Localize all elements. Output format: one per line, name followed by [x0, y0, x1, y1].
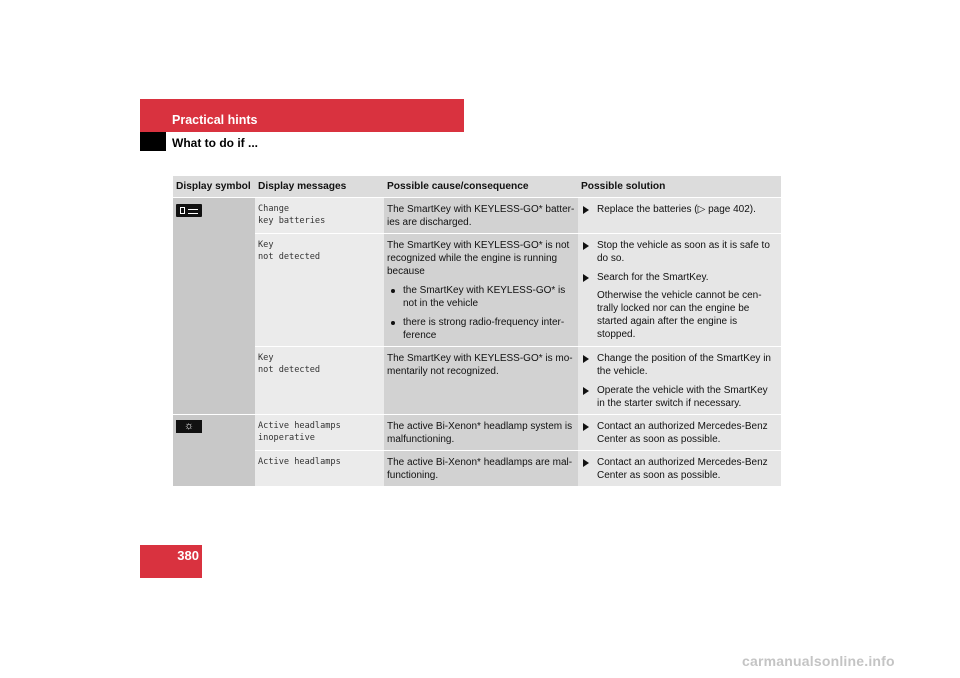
solution-cell [578, 234, 781, 347]
cause-cell: The SmartKey with KEYLESS-GO* is mo-mentarily not recognized. [384, 347, 578, 415]
table-row [173, 234, 781, 347]
section-title: Practical hints [172, 113, 258, 127]
section-subtitle: What to do if ... [172, 136, 258, 150]
message-cell [255, 198, 384, 234]
cause-cell: The active Bi-Xenon* headlamp system is malfunctioning. [384, 415, 578, 451]
solution-step: Operate the vehicle with the SmartKey in the starter switch if necessary. [581, 384, 778, 410]
solution-step: Change the position of the SmartKey in the vehicle. [581, 352, 778, 378]
header-marker [140, 132, 166, 151]
message-line: Key [258, 353, 274, 363]
message-line: inoperative [258, 433, 315, 443]
solution-step: Search for the SmartKey. [581, 271, 778, 284]
table-row [173, 347, 781, 415]
message-line: Active headlamps [258, 457, 341, 467]
solution-cell [578, 198, 781, 234]
col-header-solution: Possible solution [578, 176, 781, 198]
solution-cell [578, 347, 781, 415]
solution-note: Otherwise the vehicle cannot be cen-trally locked nor can the engine be started again after the engine is stopped. [597, 290, 762, 340]
table-row [173, 451, 781, 487]
cause-cell: The active Bi-Xenon* headlamps are mal-functioning. [384, 451, 578, 487]
message-cell [255, 347, 384, 415]
solution-step: Stop the vehicle as soon as it is safe to do so. [581, 239, 778, 265]
solution-step: Contact an authorized Mercedes-Benz Center as soon as possible. [581, 420, 778, 446]
message-line: Active headlamps [258, 421, 341, 431]
col-header-cause: Possible cause/consequence [384, 176, 578, 198]
headlamp-icon: ☼ [176, 420, 202, 433]
cause-bullet: the SmartKey with KEYLESS-GO* is not in the vehicle [387, 284, 575, 310]
symbol-cell [173, 198, 255, 415]
symbol-cell [173, 415, 255, 487]
solution-cell [578, 415, 781, 451]
message-cell-warning [255, 234, 384, 347]
col-header-display-symbol: Display symbol [173, 176, 255, 198]
message-line: not detected [258, 365, 321, 375]
table-row [173, 198, 781, 234]
table-header-row [173, 176, 781, 198]
cause-text: The SmartKey with KEYLESS-GO* is not recognized while the engine is running because [387, 240, 570, 277]
message-cell [255, 451, 384, 487]
message-line: Change [258, 204, 290, 214]
watermark: carmanualsonline.info [742, 653, 895, 669]
message-line: Key [258, 240, 274, 250]
cause-cell: The SmartKey with KEYLESS-GO* batter-ies are discharged. [384, 198, 578, 234]
message-line: not detected [258, 252, 321, 262]
table-row [173, 415, 781, 451]
smartkey-battery-icon [176, 204, 202, 217]
message-cell [255, 415, 384, 451]
solution-cell [578, 451, 781, 487]
page-number: 380 [177, 548, 199, 563]
col-header-display-messages: Display messages [255, 176, 384, 198]
cause-bullet: there is strong radio-frequency inter-ference [387, 316, 575, 342]
solution-step: Contact an authorized Mercedes-Benz Center as soon as possible. [581, 456, 778, 482]
solution-step: Replace the batteries (▷ page 402). [581, 203, 778, 216]
troubleshooting-table [173, 176, 781, 487]
cause-cell [384, 234, 578, 347]
message-line: key batteries [258, 216, 326, 226]
